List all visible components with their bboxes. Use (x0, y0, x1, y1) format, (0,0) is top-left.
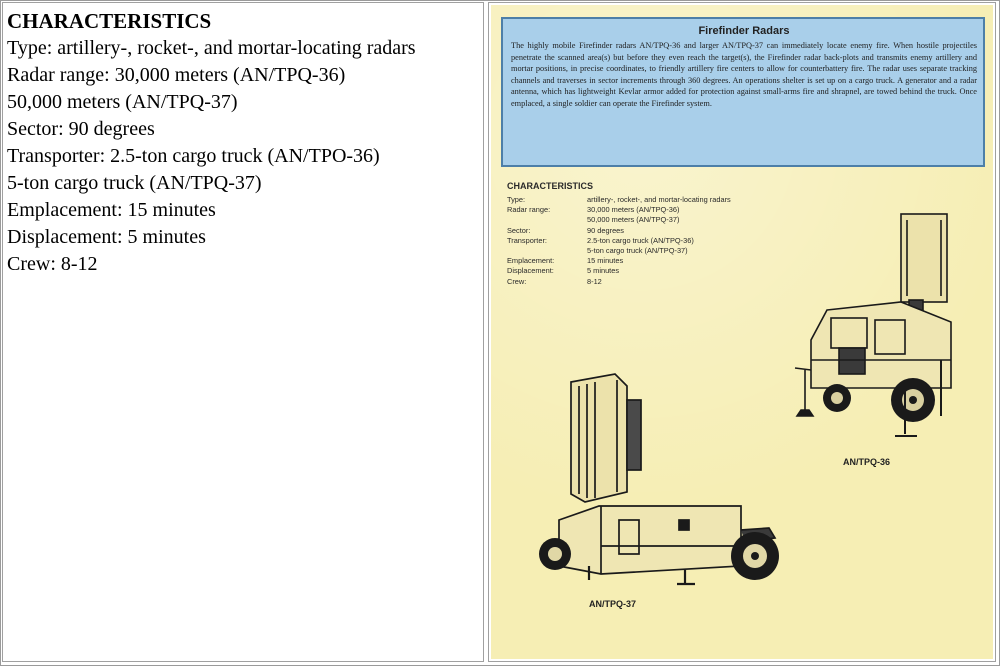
char-range-line-2: 50,000 meters (AN/TPQ-37) (7, 91, 238, 113)
scan-char-row: Emplacement: 15 minutes (507, 256, 624, 266)
firefinder-info-box (501, 17, 985, 167)
scanned-page-image (491, 5, 993, 659)
scan-char-row: Crew: 8-12 (507, 276, 602, 286)
char-transporter-line-2: 5-ton cargo truck (AN/TPQ-37) (7, 172, 262, 194)
scanned-page-cell (488, 2, 996, 662)
char-type-line: Type: artillery-, rocket-, and mortar-locating radars (7, 37, 416, 59)
scan-char-row: 50,000 meters (AN/TPQ-37) (587, 215, 680, 225)
caption-an-tpq-36: AN/TPQ-36 (843, 457, 891, 467)
scan-char-row: Sector: 90 degrees (507, 225, 624, 235)
scan-char-row: Type: artillery-, rocket-, and mortar-locating radars (507, 195, 731, 204)
char-emplacement-line: Emplacement: 15 minutes (7, 199, 216, 221)
char-transporter-line: Transporter: 2.5-ton cargo truck (AN/TPO-36) (7, 145, 380, 167)
scan-char-row: 5-ton cargo truck (AN/TPQ-37) (587, 246, 688, 256)
characteristics-text-cell (2, 2, 484, 662)
scan-char-row: Transporter: 2.5-ton cargo truck (AN/TPQ-36) (507, 235, 694, 245)
char-range-line: Radar range: 30,000 meters (AN/TPQ-36) (7, 64, 346, 86)
caption-an-tpq-37: AN/TPQ-37 (589, 599, 637, 609)
info-box-text: The highly mobile Firefinder radars AN/TPQ-36 and larger AN/TPQ-37 can immediately locate enemy fire. When hostile projectiles penetrate the scanned area(s) but before they even reach the target(s), the Firefinder radar back-plots and transmits enemy artillery and mortar positions, in precise coordinates, to friendly artillery fire centers to allow for counterbattery fire. The radar uses separate tracking channels and traverses in sector increments through 360 degrees. An operations shelter is set up on a cargo truck. A generator and a radar antenna, which has lightweight Kevlar armor added for protection against small-arms fire and shrapnel, are towed behind the truck. Once emplaced, a single soldier can operate the Firefinder system. (511, 41, 977, 108)
info-box-title: Firefinder Radars (698, 25, 790, 37)
characteristics-heading: CHARACTERISTICS (7, 9, 212, 33)
char-crew-line: Crew: 8-12 (7, 253, 98, 275)
an-tpq-37-illustration (529, 370, 789, 590)
scan-char-row: Displacement: 5 minutes (507, 266, 620, 276)
scan-char-row: Radar range: 30,000 meters (AN/TPQ-36) (507, 205, 680, 215)
scan-characteristics-title: CHARACTERISTICS (507, 181, 594, 191)
char-sector-line: Sector: 90 degrees (7, 118, 155, 140)
char-displacement-line: Displacement: 5 minutes (7, 226, 206, 248)
an-tpq-36-illustration (791, 210, 961, 450)
scan-characteristics (507, 181, 731, 287)
